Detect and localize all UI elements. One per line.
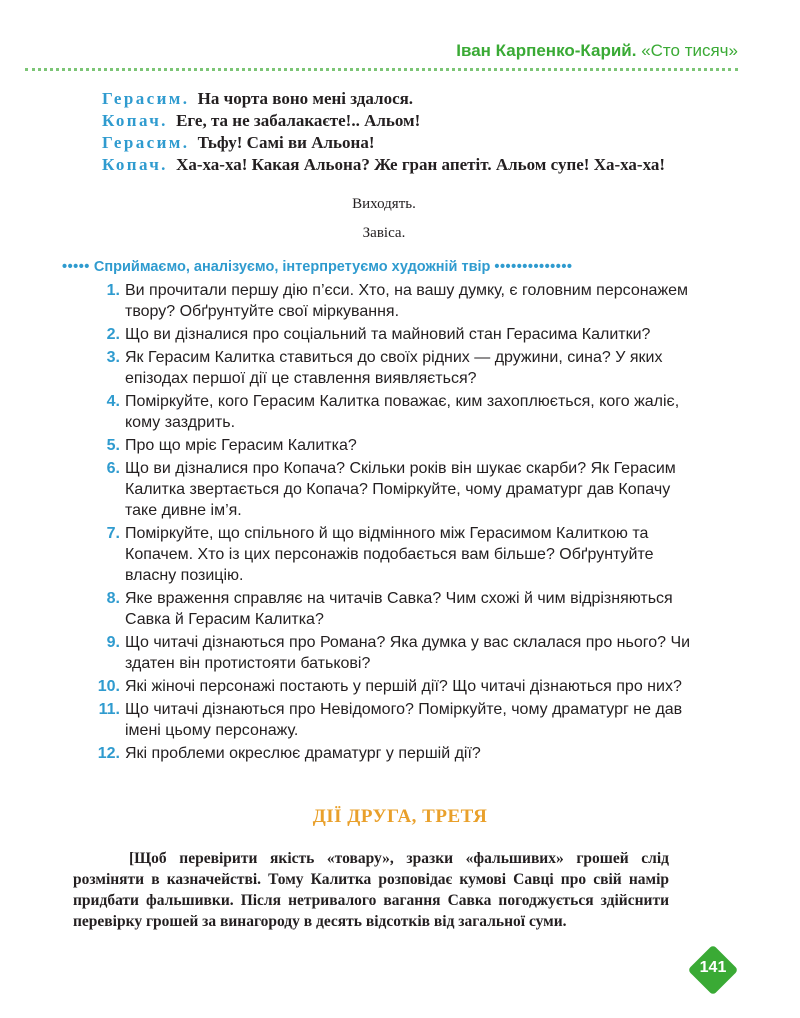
play-dialogue (73, 88, 695, 176)
header-author: Іван Карпенко-Карий. (456, 41, 637, 60)
question-text: Що ви дізналися про соціальний та майновий стан Герасима Калитки? (125, 326, 651, 343)
question-item (96, 632, 696, 674)
header-work-title: «Сто тисяч» (641, 41, 738, 60)
question-number: 8. (106, 590, 120, 607)
dialogue-line (73, 110, 695, 132)
question-number: 1. (106, 282, 120, 299)
question-item (96, 523, 696, 586)
section-heading-title: Сприймаємо, аналізуємо, інтерпретуємо художній твір (93, 259, 491, 275)
question-text: Поміркуйте, кого Герасим Калитка поважає, ким захоплюється, кого жаліє, кому заздрить. (125, 393, 680, 431)
question-item (96, 347, 696, 389)
stage-direction-exit: Виходять. (352, 196, 416, 212)
stage-direction-curtain: Завіса. (362, 225, 406, 241)
question-number: 9. (106, 634, 120, 651)
header-dotted-rule (25, 68, 738, 71)
question-text: Як Герасим Калитка ставиться до своїх рідних — дружини, сина? У яких епізодах першої дії це ставлення виявляється? (125, 349, 663, 387)
question-item (96, 743, 696, 764)
question-number: 10. (97, 678, 120, 695)
speech-text: Ха-ха-ха! Какая Альона? Же гран апетіт. Альом супе! Ха-ха-ха! (176, 155, 666, 174)
question-text: Про що мріє Герасим Калитка? (125, 437, 357, 454)
page-number-badge (687, 944, 739, 996)
question-text: Що читачі дізнаються про Невідомого? Поміркуйте, чому драматург не дав імені цьому персонажу. (125, 701, 683, 739)
question-item (96, 676, 696, 697)
question-number: 7. (106, 525, 120, 542)
question-number: 11. (98, 701, 120, 718)
question-number: 2. (106, 326, 120, 343)
dialogue-line (73, 132, 695, 154)
question-item (96, 391, 696, 433)
speech-text: Тьфу! Самі ви Альона! (197, 133, 375, 152)
question-list (96, 280, 696, 766)
speech-text: Еге, та не забалакаєте!.. Альом! (176, 111, 421, 130)
dots-right: •••••••••••••• (494, 259, 573, 275)
question-item (96, 435, 696, 456)
dialogue-line (73, 88, 695, 110)
question-item (96, 699, 696, 741)
question-text: Які проблеми окреслює драматург у першій дії? (125, 745, 481, 762)
question-item (96, 458, 696, 521)
dots-left: ••••• (62, 259, 90, 275)
question-number: 12. (97, 745, 120, 762)
question-item (96, 324, 696, 345)
speech-text: На чорта воно мені здалося. (197, 89, 414, 108)
question-text: Поміркуйте, що спільного й що відмінного між Герасимом Калиткою та Копачем. Хто із цих персонажів подобається вам більше? Обґрунтуйте власну позицію. (125, 525, 654, 584)
speaker-name: Герасим. (102, 89, 190, 108)
question-number: 6. (106, 460, 120, 477)
speaker-name: Копач. (102, 155, 168, 174)
act-summary: [Щоб перевірити якість «товару», зразки «фальшивих» грошей слід розміняти в казначействі. Тому Калитка розповідає кумові Савці про свій намір придбати фальшивки. Після нетривалого вагання Савка погоджується здійснити перевірку грошей за винагороду в десять відсотків від загальної суми. (73, 850, 669, 930)
question-text: Яке враження справляє на читачів Савка? Чим схожі й чим відрізняються Савка й Герасим Калитка? (125, 590, 673, 628)
dialogue-line (73, 154, 695, 176)
speaker-name: Копач. (102, 111, 168, 130)
speaker-name: Герасим. (102, 133, 190, 152)
act-title: ДІЇ ДРУГА, ТРЕТЯ (312, 806, 488, 827)
page-number: 141 (699, 959, 727, 976)
question-text: Які жіночі персонажі постають у першій дії? Що читачі дізнаються про них? (125, 678, 682, 695)
section-heading (62, 259, 702, 279)
question-number: 5. (106, 437, 120, 454)
question-number: 4. (106, 393, 120, 410)
running-header (456, 41, 738, 61)
question-item (96, 280, 696, 322)
question-number: 3. (106, 349, 120, 366)
question-item (96, 588, 696, 630)
question-text: Ви прочитали першу дію п’єси. Хто, на вашу думку, є головним персонажем твору? Обґрунтуйте свої міркування. (125, 282, 689, 320)
question-text: Що читачі дізнаються про Романа? Яка думка у вас склалася про нього? Чи здатен він протистояти батькові? (125, 634, 691, 672)
question-text: Що ви дізналися про Копача? Скільки років він шукає скарби? Як Герасим Калитка звертається до Копача? Поміркуйте, чому драматург дав Копачу таке дивне ім’я. (125, 460, 676, 519)
